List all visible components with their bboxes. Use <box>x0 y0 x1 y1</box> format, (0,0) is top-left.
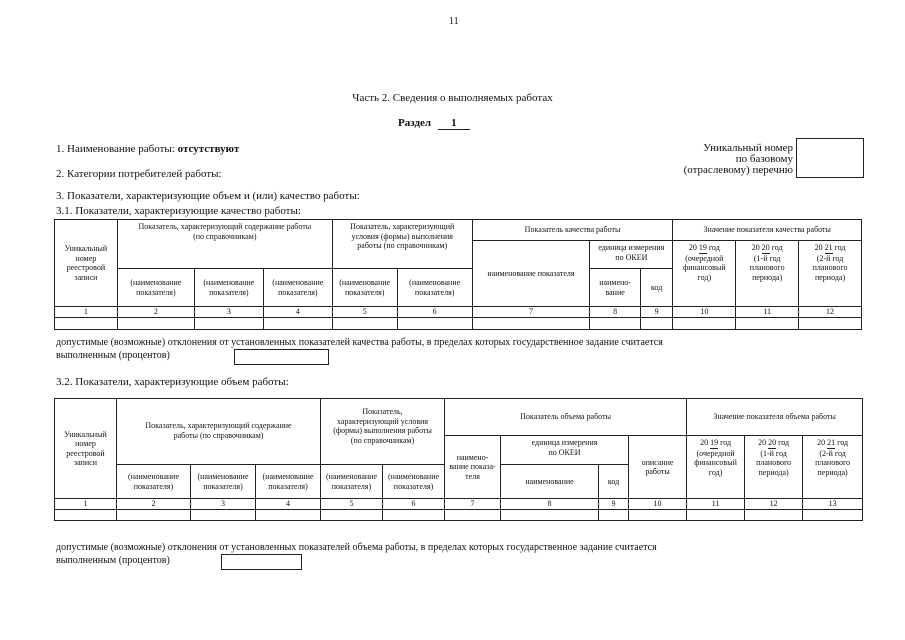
unique-record-header: Уникальный номер реестровой записи <box>55 399 117 499</box>
page-number: 11 <box>449 16 459 27</box>
deviation-quality-input[interactable] <box>234 349 329 365</box>
quality-table <box>54 219 862 330</box>
col-number: 1 <box>55 499 117 510</box>
year-3-header: 20 21 год (2-й год планового периода) <box>799 241 862 307</box>
year-1-header: 20 19 год (очередной финансовый год) <box>673 241 736 307</box>
quality-value-header: Значение показателя качества работы <box>673 220 862 241</box>
quality-heading: 3.1. Показатели, характеризующие качество работы: <box>56 205 301 217</box>
indicator-name-header: наимено- вание показа- теля <box>445 436 501 499</box>
col-number: 7 <box>472 307 590 318</box>
section-label: Раздел <box>398 117 432 129</box>
part-title: Часть 2. Сведения о выполняемых работах <box>352 92 553 104</box>
deviation-volume: допустимые (возможные) отклонения от установленных показателей объема работы, в пределах которых государственное задание считается выполненным (процентов) <box>56 542 657 566</box>
col-number: 8 <box>590 307 641 318</box>
unique-number-box[interactable] <box>796 138 864 178</box>
sub-indicator-name: (наименование показателя) <box>263 269 332 307</box>
col-number: 11 <box>687 499 745 510</box>
sub-indicator-name: (наименование показателя) <box>194 269 263 307</box>
col-number: 3 <box>191 499 256 510</box>
col-number: 6 <box>397 307 472 318</box>
content-indicator-header: Показатель, характеризующий содержание работы (по справочникам) <box>117 399 321 465</box>
volume-table <box>54 398 863 521</box>
col-number: 5 <box>321 499 383 510</box>
sub-indicator-name: (наименование показателя) <box>256 465 321 499</box>
sub-indicator-name: (наименование показателя) <box>383 465 445 499</box>
conditions-indicator-header: Показатель, характеризующий условия (формы) выполнения работы (по справочникам) <box>321 399 445 465</box>
okei-code-header: код <box>599 465 629 499</box>
section-number: 1 <box>438 117 470 130</box>
volume-indicator-header: Показатель объема работы <box>445 399 687 436</box>
col-number: 3 <box>194 307 263 318</box>
okei-name-header: наимено- вание <box>590 269 641 307</box>
col-number: 9 <box>599 499 629 510</box>
col-number: 9 <box>640 307 672 318</box>
volume-value-header: Значение показателя объема работы <box>687 399 863 436</box>
indicators-heading: 3. Показатели, характеризующие объем и (или) качество работы: <box>56 190 360 202</box>
deviation-volume-input[interactable] <box>221 554 302 570</box>
year-2-header: 20 20 год (1-й год планового периода) <box>745 436 803 499</box>
col-number: 8 <box>501 499 599 510</box>
sub-indicator-name: (наименование показателя) <box>191 465 256 499</box>
section-heading <box>398 117 470 130</box>
col-number: 1 <box>55 307 118 318</box>
consumers-label: 2. Категории потребителей работы: <box>56 168 222 180</box>
table-row <box>55 510 863 521</box>
year-3-header: 20 21 год (2-й год планового периода) <box>803 436 863 499</box>
indicator-name-header: наименование показателя <box>472 241 590 307</box>
work-name-value: отсутствуют <box>177 143 240 155</box>
col-number: 4 <box>263 307 332 318</box>
sub-indicator-name: (наименование показателя) <box>332 269 397 307</box>
quality-indicator-header: Показатель качества работы <box>472 220 673 241</box>
col-number: 13 <box>803 499 863 510</box>
sub-indicator-name: (наименование показателя) <box>397 269 472 307</box>
sub-indicator-name: (наименование показателя) <box>117 269 194 307</box>
col-number: 4 <box>256 499 321 510</box>
sub-indicator-name: (наименование показателя) <box>321 465 383 499</box>
okei-code-header: код <box>640 269 672 307</box>
okei-header: единица измерения по ОКЕИ <box>501 436 629 465</box>
col-number: 6 <box>383 499 445 510</box>
work-name-label: 1. Наименование работы: <box>56 143 175 155</box>
year-1-header: 20 19 год (очередной финансовый год) <box>687 436 745 499</box>
deviation-quality: допустимые (возможные) отклонения от установленных показателей качества работы, в пределах которых государственное задание считается выполненным (процентов) <box>56 337 663 361</box>
col-number: 2 <box>117 307 194 318</box>
work-description-header: описание работы <box>629 436 687 499</box>
table-row <box>55 318 862 330</box>
col-number: 12 <box>799 307 862 318</box>
col-number: 2 <box>117 499 191 510</box>
volume-heading: 3.2. Показатели, характеризующие объем работы: <box>56 376 289 388</box>
content-indicator-header: Показатель, характеризующий содержание работы (по справочникам) <box>117 220 332 269</box>
sub-indicator-name: (наименование показателя) <box>117 465 191 499</box>
col-number: 7 <box>445 499 501 510</box>
work-name <box>56 143 239 155</box>
col-number: 5 <box>332 307 397 318</box>
col-number: 11 <box>736 307 799 318</box>
okei-header: единица измерения по ОКЕИ <box>590 241 673 269</box>
unique-record-header: Уникальный номер реестровой записи <box>55 220 118 307</box>
unique-number-label: Уникальный номер по базовому (отраслевому) перечню <box>683 142 793 176</box>
year-2-header: 20 20 год (1-й год планового периода) <box>736 241 799 307</box>
col-number: 12 <box>745 499 803 510</box>
col-number: 10 <box>629 499 687 510</box>
okei-name-header: наименование <box>501 465 599 499</box>
conditions-indicator-header: Показатель, характеризующий условия (формы) выполнения работы (по справочникам) <box>332 220 472 269</box>
col-number: 10 <box>673 307 736 318</box>
